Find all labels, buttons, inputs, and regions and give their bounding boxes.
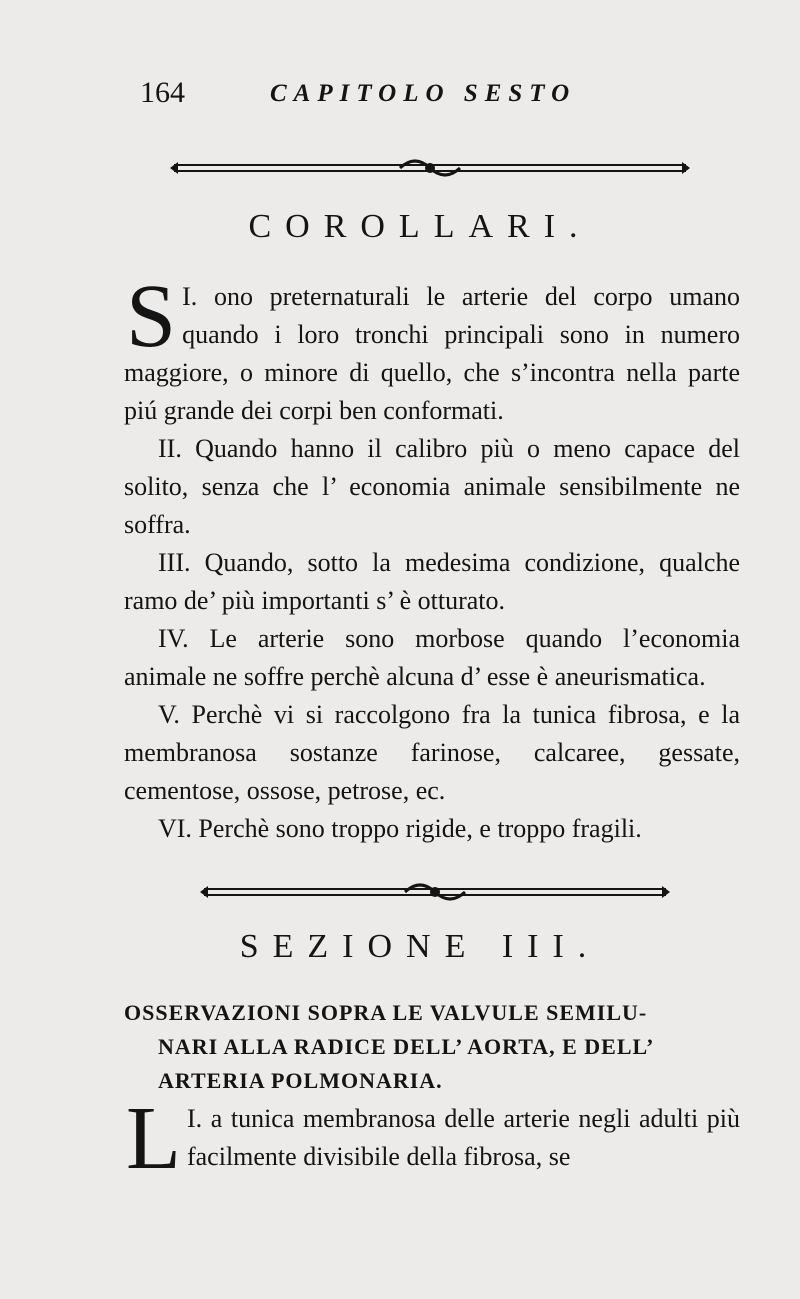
section-subtitle — [124, 996, 740, 1098]
corollary-1 — [124, 267, 741, 430]
corollary-3: III. Quando, sotto la medesima condizione, qualche ramo de’ più importanti s’ è otturato. — [124, 548, 740, 615]
observation-1 — [124, 1089, 740, 1188]
corollary-1-text: ono preternaturali le arterie del corpo umano quando i loro tronchi principali sono in numero maggiore, o minore di quello, che s’incontra nella parte piú grande dei corpi ben conformati. — [124, 282, 741, 425]
drop-cap: S — [126, 267, 177, 366]
section-title-sezione: SEZIONE III. — [239, 928, 601, 965]
observation-1-number: I. — [186, 1104, 203, 1133]
subtitle-line-1: OSSERVAZIONI SOPRA LE VALVULE SEMILU- — [124, 1000, 648, 1025]
subtitle-line-3: ARTERIA POLMONARIA. — [158, 1068, 443, 1093]
corollary-4: IV. Le arterie sono morbose quando l’economia animale ne soffre perchè alcuna d’ esse è aneurismatica. — [124, 624, 740, 691]
drop-cap: L — [126, 1089, 181, 1188]
sezione-text — [124, 1089, 740, 1188]
ornamental-rule — [170, 156, 690, 180]
corollari-text — [124, 267, 741, 848]
ornamental-rule — [200, 880, 670, 904]
subtitle-line-2: NARI ALLA RADICE DELL’ AORTA, E DELL’ — [158, 1034, 655, 1059]
corollary-2: II. Quando hanno il calibro più o meno capace del solito, senza che l’ economia animale sensibilmente ne soffra. — [124, 434, 740, 539]
observation-1-text: a tunica membranosa delle arterie negli adulti più facilmente divisibile della fibrosa, se — [186, 1104, 740, 1171]
running-title: CAPITOLO SESTO — [270, 80, 577, 107]
corollary-6: VI. Perchè sono troppo rigide, e troppo fragili. — [158, 814, 642, 843]
corollary-1-number: I. — [182, 282, 198, 311]
page-header — [140, 70, 740, 120]
corollary-5: V. Perchè vi si raccolgono fra la tunica fibrosa, e la membranosa sostanze farinose, calcaree, gessate, cementose, ossose, petrose, ec. — [124, 700, 740, 805]
section-title-corollari: COROLLARI. — [248, 208, 592, 245]
page-number: 164 — [140, 76, 185, 109]
